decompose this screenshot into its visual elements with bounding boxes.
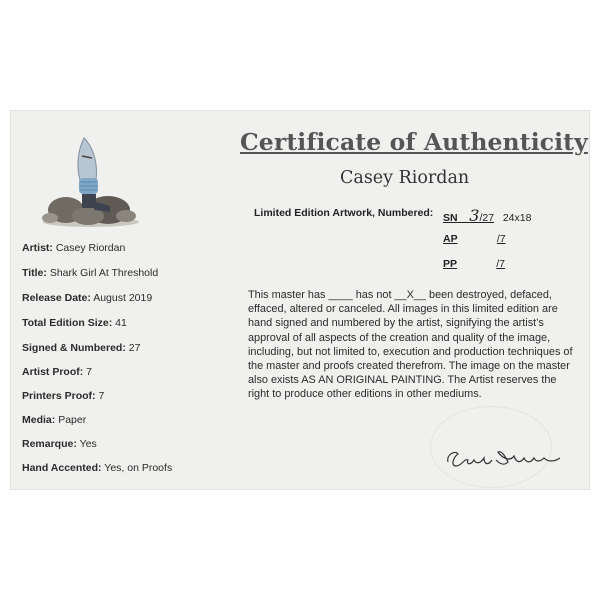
- printers-proof-field: [22, 390, 104, 402]
- total-edition-field: [22, 317, 127, 329]
- edition-label: Limited Edition Artwork, Numbered:: [254, 207, 434, 219]
- certificate-title: Certificate of Authenticity: [240, 128, 588, 156]
- hand-accented-value: Yes, on Proofs: [104, 462, 173, 474]
- certificate-card: [10, 110, 590, 490]
- release-date-label: Release Date:: [22, 292, 91, 304]
- media-value: Paper: [58, 414, 87, 426]
- serial-number-line: [443, 206, 531, 225]
- hand-accented-field: [22, 462, 172, 474]
- printers-proof-value: 7: [98, 390, 105, 402]
- media-label: Media:: [22, 414, 56, 426]
- shark-girl-illustration: [36, 130, 146, 230]
- sn-total: /27: [479, 212, 495, 224]
- ap-label: AP: [443, 233, 458, 245]
- hand-accented-label: Hand Accented:: [22, 462, 102, 474]
- ap-total: /7: [496, 233, 506, 245]
- release-date-value: August 2019: [93, 292, 153, 304]
- pp-line: [443, 258, 505, 270]
- artist-name-heading: Casey Riordan: [340, 168, 470, 188]
- artwork-size: 24x18: [502, 212, 532, 224]
- artist-proof-label: Artist Proof:: [22, 366, 84, 378]
- title-value: Shark Girl At Threshold: [49, 267, 159, 279]
- artist-signature: [444, 444, 564, 472]
- pp-total: /7: [496, 258, 506, 270]
- release-date-field: [22, 292, 152, 304]
- artist-proof-value: 7: [86, 366, 93, 378]
- artist-label: Artist:: [22, 242, 53, 254]
- remarque-label: Remarque:: [22, 438, 77, 450]
- title-label: Title:: [22, 267, 47, 279]
- remarque-value: Yes: [79, 438, 97, 450]
- signed-numbered-field: [22, 342, 140, 354]
- artist-field: [22, 242, 125, 254]
- signed-numbered-label: Signed & Numbered:: [22, 342, 126, 354]
- media-field: [22, 414, 86, 426]
- remarque-field: [22, 438, 97, 450]
- signed-numbered-value: 27: [128, 342, 141, 354]
- pp-label: PP: [443, 258, 458, 270]
- sn-label: SN: [443, 212, 458, 224]
- title-field: [22, 267, 158, 279]
- artist-proof-field: [22, 366, 92, 378]
- printers-proof-label: Printers Proof:: [22, 390, 96, 402]
- ap-line: [443, 233, 506, 245]
- certificate-body-text: This master has ____ has not __X__ been destroyed, defaced, effaced, altered or canceled. All images in this limited edition are hand signed and numbered by the artist, signifying the artist’s approval of all aspects of the creation and quality of the image, including, but not limited to, execution and production techniques of the master and proofs created therefrom. The image on the master also exists AS AN ORIGINAL PAINTING. The Artist reserves the right to produce other editions in other mediums.: [248, 289, 573, 401]
- total-edition-label: Total Edition Size:: [22, 317, 113, 329]
- sn-number: 3: [469, 206, 480, 225]
- total-edition-value: 41: [115, 317, 127, 329]
- artist-value: Casey Riordan: [55, 242, 126, 254]
